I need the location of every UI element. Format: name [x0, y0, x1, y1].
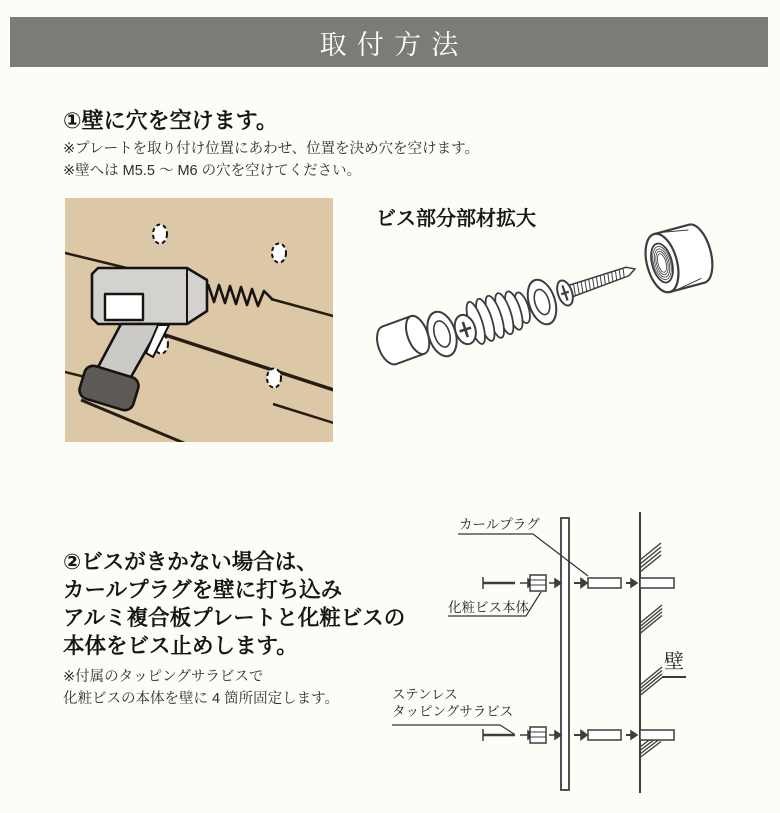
step1-note-2: ※壁へは M5.5 ～ M6 の穴を空けてください。	[63, 163, 362, 179]
arrow-right-icon	[631, 731, 637, 739]
arrow-right-icon	[581, 731, 587, 740]
assembly-row-bottom	[483, 727, 674, 743]
parts-diagram-title: ビス部分部材拡大	[376, 208, 536, 230]
screw-parts-diagram	[372, 218, 734, 380]
step2-note-1: ※付属のタッピングサラビスで	[63, 669, 264, 685]
label-wall: 壁	[662, 645, 686, 678]
step2-heading-line: ②ビスがきかない場合は、	[63, 550, 318, 574]
plug-in-wall-rect	[640, 730, 674, 740]
drill-label-panel	[105, 294, 143, 320]
label-tapping-screw: ステンレス タッピングサラビス	[392, 687, 514, 719]
arrow-right-icon	[555, 579, 561, 587]
plug-in-wall-rect	[640, 578, 674, 588]
curl-plug-rect	[588, 578, 621, 588]
wall-cross-section-diagram	[385, 505, 780, 813]
wall-hatch-marks	[640, 543, 662, 758]
arrow-right-icon	[631, 579, 637, 587]
curl-plug-rect	[588, 730, 621, 740]
screw-body-block	[530, 727, 546, 743]
page-title: 取付方法	[319, 29, 469, 60]
step2-heading	[63, 548, 405, 660]
step2-heading-line: カールプラグを壁に打ち込み	[63, 578, 343, 602]
page-title-band	[10, 17, 768, 67]
arrow-right-icon	[555, 731, 561, 739]
cap-part	[372, 313, 434, 368]
step2-note-2: 化粧ビスの本体を壁に 4 箇所固定します。	[63, 691, 339, 707]
step1-heading: ①壁に穴を空けます。	[63, 108, 278, 133]
screw-body-block	[530, 575, 546, 591]
threaded-body-part	[448, 285, 535, 351]
step2-heading-line: 本体をビス止めします。	[63, 634, 298, 658]
label-screw-body: 化粧ビス本体	[448, 600, 529, 615]
assembly-row-top	[483, 575, 674, 591]
step1-note-1: ※プレートを取り付け位置にあわせ、位置を決め穴を空けます。	[63, 141, 479, 157]
body-nut-part	[640, 221, 718, 296]
step2-heading-line: アルミ複合板プレートと化粧ビスの	[63, 606, 406, 630]
label-curl-plug: カールプラグ	[459, 517, 540, 532]
tapping-screw-part	[554, 257, 639, 308]
drill-illustration	[65, 198, 333, 442]
arrow-right-icon	[581, 579, 587, 588]
